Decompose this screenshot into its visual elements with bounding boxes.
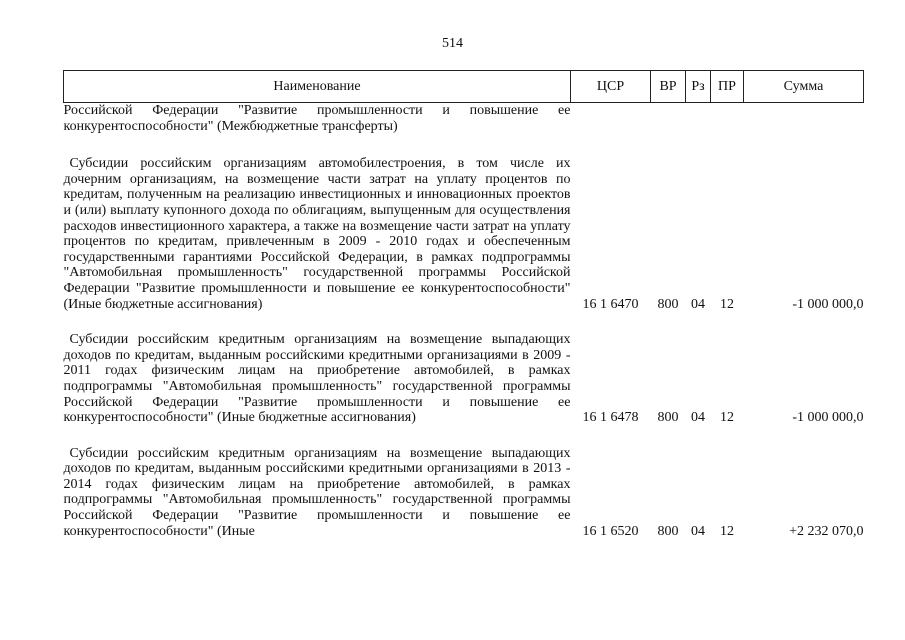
row-sum: -1 000 000,0: [792, 410, 864, 426]
header-vr: ВР: [651, 71, 686, 103]
table-row: [64, 332, 864, 446]
row-vr: 800: [657, 296, 679, 312]
row-csr: 16 1 6478: [582, 410, 639, 426]
budget-table: [63, 70, 864, 539]
header-rz: Рз: [686, 71, 711, 103]
row-name: Субсидии российским организациям автомобилестроения, в том числе их дочерним организациям, на возмещение части затрат на уплату процентов по кредитам, полученным на реализацию инвестиционных и инновационных проектов и (или) выплату купонного дохода по облигациям, выпущенным для осуществления расходов инвестиционного характера, а также на возмещение части затрат на уплату процентов по кредитам, привлеченным в 2009 - 2010 годах и обеспеченным государственными гарантиями Российской Федерации, в рамках подпрограммы "Автомобильная промышленность" государственной программы Российской Федерации "Развитие промышленности и повышение ее конкурентоспособности" (Иные бюджетные ассигнования): [63, 156, 571, 312]
header-csr: ЦСР: [571, 71, 651, 103]
row-sum: +2 232 070,0: [789, 523, 864, 539]
page-number: 514: [442, 36, 463, 51]
row-rz: 04: [691, 410, 705, 426]
row-csr: 16 1 6470: [582, 296, 639, 312]
row-vr: [651, 103, 686, 157]
row-vr: 800: [657, 523, 679, 539]
header-sum: Сумма: [744, 71, 864, 103]
row-csr: [571, 103, 651, 157]
row-rz: 04: [691, 296, 705, 312]
row-rz: [686, 103, 711, 157]
table-row: [64, 446, 864, 540]
row-sum: [744, 103, 864, 157]
row-name: Субсидии российским кредитным организациям на возмещение выпадающих доходов по кредитам, выданным российскими кредитными организациями в 2013 - 2014 годах физическим лицам на приобретение автомобилей, в рамках подпрограммы "Автомобильная промышленность" государственной программы Российской Федерации "Развитие промышленности и повышение ее конкурентоспособности" (Иные: [63, 445, 571, 539]
header-name: Наименование: [64, 71, 571, 103]
table-header: [64, 71, 864, 103]
row-name: Российской Федерации "Развитие промышленности и повышение ее конкурентоспособности" (Межбюджетные трансферты): [63, 103, 571, 134]
row-vr: 800: [657, 410, 679, 426]
row-sum: -1 000 000,0: [792, 296, 864, 312]
row-csr: 16 1 6520: [582, 523, 639, 539]
row-name: Субсидии российским кредитным организациям на возмещение выпадающих доходов по кредитам, выданным российскими кредитными организациями в 2009 - 2011 годах физическим лицам на приобретение автомобилей, в рамках подпрограммы "Автомобильная промышленность" государственной программы Российской Федерации "Развитие промышленности и повышение ее конкурентоспособности" (Иные бюджетные ассигнования): [63, 332, 571, 426]
row-pr: [711, 103, 744, 157]
table-row: [64, 156, 864, 332]
row-pr: 12: [720, 523, 734, 539]
row-rz: 04: [691, 523, 705, 539]
row-pr: 12: [720, 410, 734, 426]
row-pr: 12: [720, 296, 734, 312]
table-row: [64, 103, 864, 157]
header-pr: ПР: [711, 71, 744, 103]
